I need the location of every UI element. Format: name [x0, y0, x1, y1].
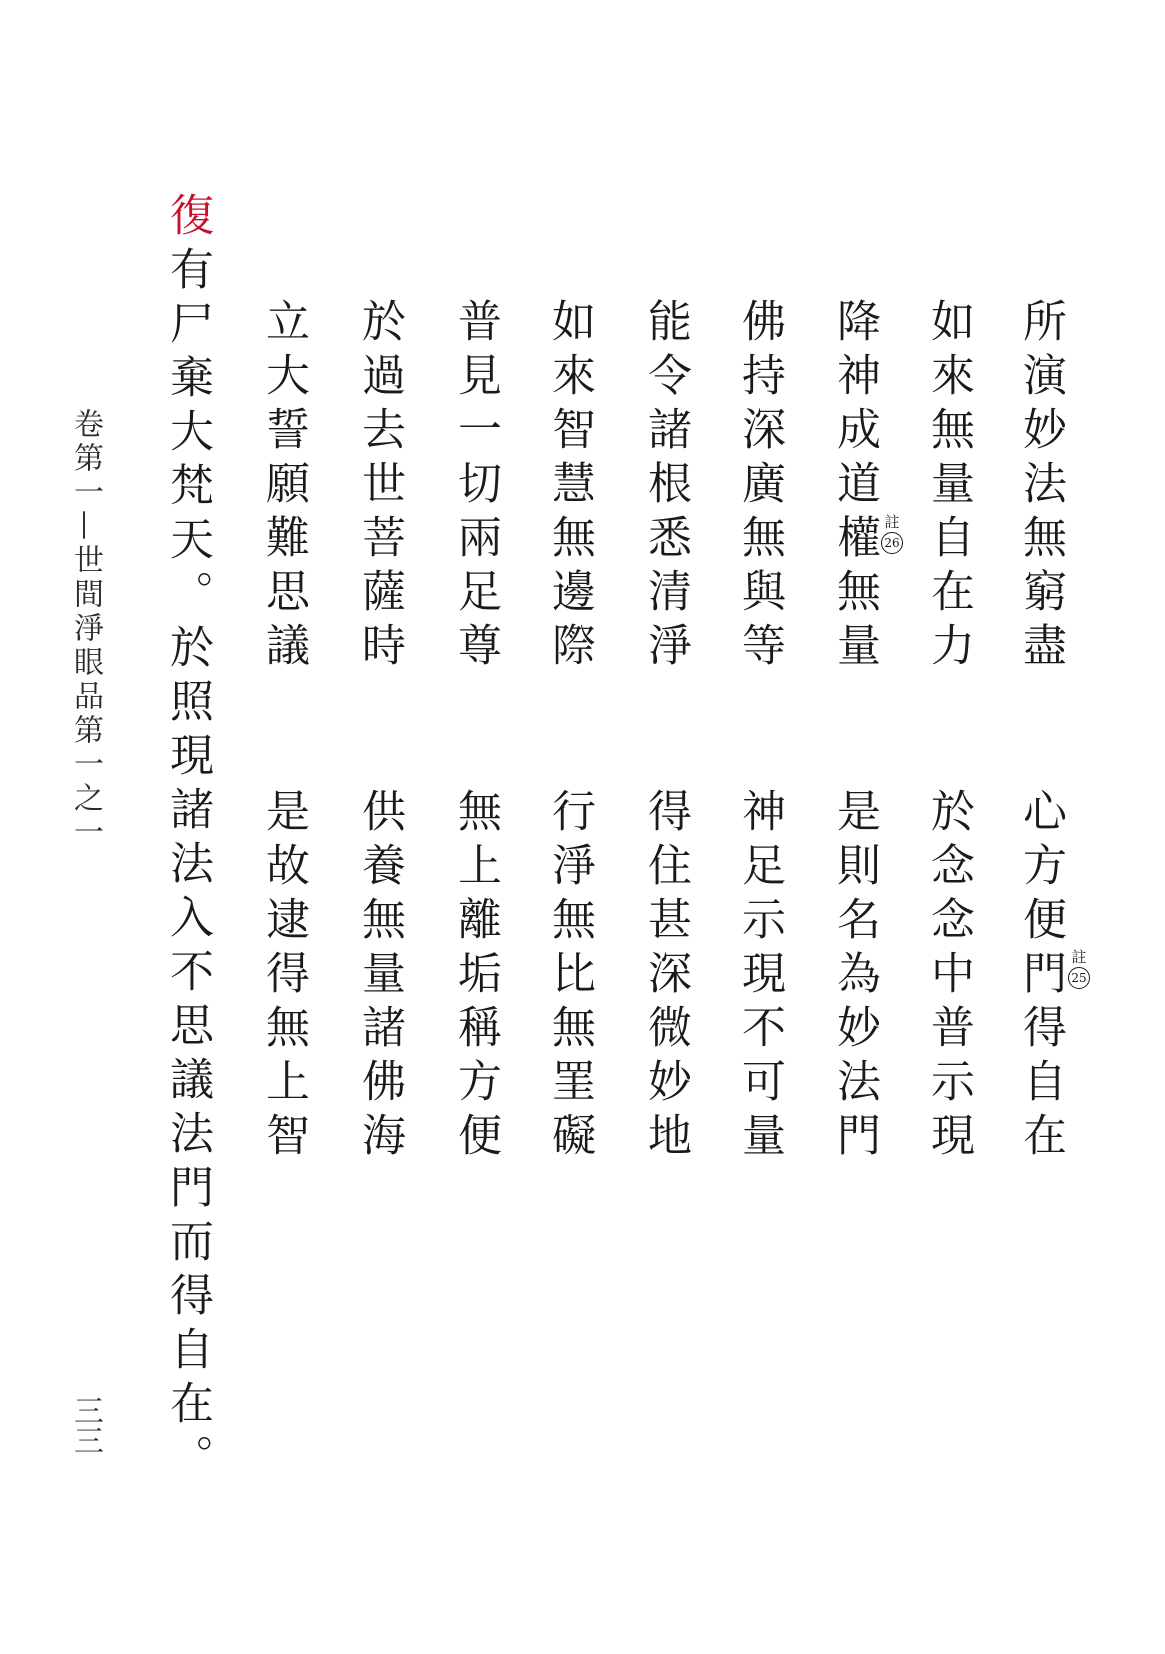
running-header: 卷第一—世間淨眼品第一之一 [68, 408, 103, 850]
verse-5-upper: 能令諸根悉清淨 [640, 298, 691, 676]
verse-2-lower: 於念念中普示現 [923, 788, 974, 1166]
verse-4-upper: 佛持深廣無與等 [734, 298, 785, 676]
verse-7-lower: 無上離垢稱方便 [450, 788, 501, 1166]
prose-initial-character: 復 [162, 192, 213, 246]
verse-8-lower: 供養無量諸佛海 [354, 788, 405, 1166]
verse-1-upper: 所演妙法無窮盡 [1015, 298, 1066, 676]
footnote-number: 26 [881, 532, 903, 554]
footnote-label: 註 [1071, 948, 1087, 966]
verse-6-upper: 如來智慧無邊際 [544, 298, 595, 676]
page-number: 三三 [68, 1395, 103, 1455]
prose-text: 有尸棄大梵天。於照現諸法入不思議法門而得自在。 [162, 246, 213, 1488]
verse-4-lower: 神足示現不可量 [734, 788, 785, 1166]
verse-9-lower: 是故逮得無上智 [258, 788, 309, 1166]
verse-3-upper: 降神成道權無量 [829, 298, 880, 676]
prose-paragraph [162, 192, 213, 1488]
verse-6-lower: 行淨無比無罣礙 [544, 788, 595, 1166]
verse-9-upper: 立大誓願難思議 [258, 298, 309, 676]
footnote-marker-25[interactable] [1067, 950, 1091, 989]
verse-7-upper: 普見一切兩足尊 [450, 298, 501, 676]
footnote-number: 25 [1068, 967, 1090, 989]
footnote-label: 註 [884, 513, 900, 531]
verse-3-lower: 是則名為妙法門 [829, 788, 880, 1166]
verse-5-lower: 得住甚深微妙地 [640, 788, 691, 1166]
footnote-marker-26[interactable] [880, 515, 904, 554]
verse-1-lower: 心方便門得自在 [1015, 788, 1066, 1166]
verse-8-upper: 於過去世菩薩時 [354, 298, 405, 676]
verse-2-upper: 如來無量自在力 [923, 298, 974, 676]
